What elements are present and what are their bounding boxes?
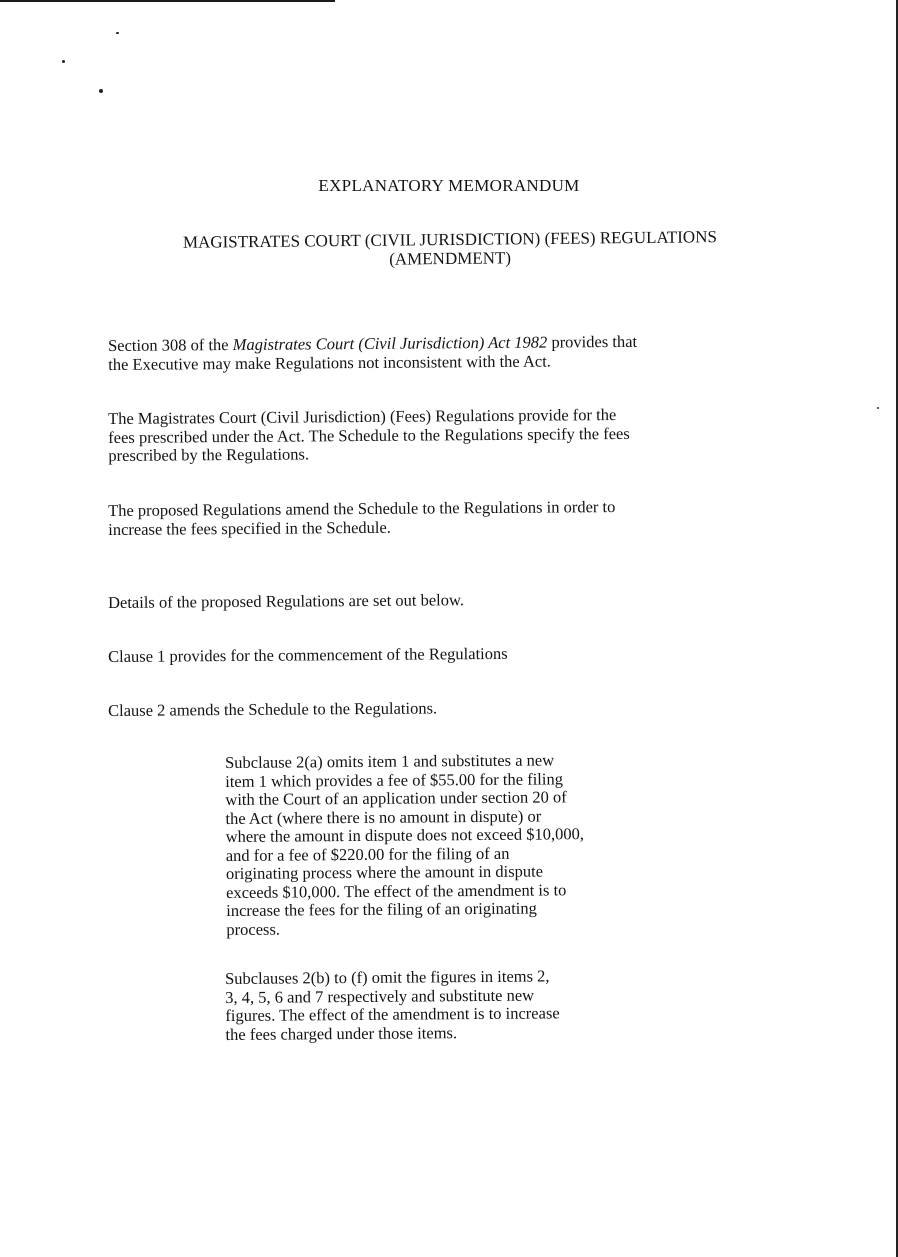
para2-line3: prescribed by the Regulations. (108, 444, 310, 465)
paragraph-clause-2: Clause 2 amends the Schedule to the Regulations. (107, 698, 438, 720)
sub1-line: process. (226, 919, 281, 939)
paragraph-clause-1: Clause 1 provides for the commencement of the Regulations (107, 643, 508, 666)
sub1-line: item 1 which provides a fee of $55.00 for the filing (225, 768, 563, 791)
para2-line1: The Magistrates Court (Civil Jurisdiction) (Fees) Regulations provide for the (107, 405, 617, 428)
scan-speck (116, 32, 119, 34)
scan-speck (877, 407, 879, 409)
sub1-line: the Act (where there is no amount in dispute) or (225, 806, 542, 828)
sub2-line: Subclauses 2(b) to (f) omit the figures in items 2, (224, 966, 550, 988)
sub1-line: and for a fee of $220.00 for the filing of an (225, 843, 510, 865)
subclause-2a (225, 750, 696, 939)
sub2-line: the fees charged under those items. (225, 1022, 458, 1044)
regulations-title (120, 227, 780, 272)
sub1-line: increase the fees for the filing of an originating (226, 898, 537, 920)
para1-line2: the Executive may make Regulations not inconsistent with the Act. (108, 351, 551, 374)
subclauses-2b-to-2f (225, 966, 696, 1044)
sub1-line: with the Court of an application under section 20 of (225, 787, 567, 809)
para1-suffix: provides that (547, 331, 638, 352)
paragraph-details: Details of the proposed Regulations are set out below. (107, 590, 465, 612)
act-name: Magistrates Court (Civil Jurisdiction) Act 1982 (232, 332, 548, 355)
paragraph-proposed-regulations (108, 497, 788, 539)
memorandum-heading: EXPLANATORY MEMORANDUM (318, 176, 580, 195)
para3-line1: The proposed Regulations amend the Schedule to the Regulations in order to (107, 497, 616, 520)
para1-prefix: Section 308 of the (107, 335, 233, 355)
paragraph-section-308 (108, 332, 788, 374)
para3-line2: increase the fees specified in the Schedule. (108, 517, 391, 539)
paragraph-fees-regulations (108, 405, 788, 466)
sub1-line: Subclause 2(a) omits item 1 and substitutes a new (224, 750, 555, 772)
scan-border-top (0, 0, 335, 2)
regulations-title-line2: (AMENDMENT) (389, 248, 512, 269)
sub2-line: 3, 4, 5, 6 and 7 respectively and substitute new (225, 985, 535, 1007)
scan-speck (99, 89, 103, 93)
sub1-line: where the amount in dispute does not exceed $10,000, (225, 824, 585, 846)
sub1-line: originating process where the amount in dispute (225, 861, 544, 883)
para2-line2: fees prescribed under the Act. The Schedule to the Regulations specify the fees (108, 423, 630, 447)
sub2-line: figures. The effect of the amendment is to increase (225, 1003, 560, 1025)
regulations-title-line1: MAGISTRATES COURT (CIVIL JURISDICTION) (FEES) REGULATIONS (182, 227, 717, 252)
scan-speck (62, 60, 65, 63)
sub1-line: exceeds $10,000. The effect of the amendment is to (226, 879, 567, 902)
